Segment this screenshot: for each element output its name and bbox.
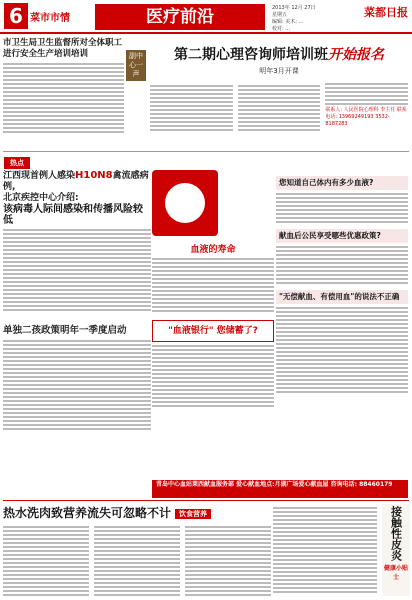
category-tag: 饮食营养 [175, 509, 211, 519]
story-dermatitis [273, 504, 377, 596]
story-body [3, 63, 124, 133]
section-divider [3, 151, 409, 152]
newspaper-logo: 菜都日报 [364, 6, 408, 19]
training-title-main: 第二期心理咨询师培训班 [174, 47, 328, 63]
question-3: "无偿献血、有偿用血"的说法不正确 [276, 290, 408, 304]
blood-drop-poster [152, 170, 218, 236]
date-block [272, 5, 316, 33]
story-h10n8 [3, 170, 151, 480]
masthead [0, 0, 412, 34]
question-2: 献血后公民享受哪些优惠政策? [276, 229, 408, 243]
section-banner: 医疗前沿 [95, 4, 265, 30]
story-body [3, 229, 151, 311]
story-psych-training [150, 44, 408, 150]
question-1: 您知道自己体内有多少血液? [276, 176, 408, 190]
story-headline: 市卫生局卫生监督所对全体职工进行安全生产培训培训 [3, 38, 123, 59]
story-safety-training [3, 38, 124, 150]
dermatitis-title: 接触性皮炎 [389, 506, 403, 561]
blood-bank-body [152, 345, 274, 407]
blood-donation-left [152, 170, 274, 480]
page-number: 6 [4, 3, 28, 29]
second-child-body [3, 340, 151, 430]
blood-life-body [152, 258, 274, 312]
blood-bank-box [152, 320, 274, 342]
editor-line: 编辑: 美术: ... [272, 19, 304, 25]
training-subtitle: 明年3月开课 [259, 67, 299, 75]
blood-life-title: 血液的寿命 [190, 245, 236, 255]
training-title-red: 开始报名 [328, 47, 384, 63]
contact-info: 联系人: 人民医院心理科 李主任 联系电话: 13969249193 3532-8187283 [325, 107, 407, 127]
blood-donation-right [276, 170, 408, 480]
training-body [150, 80, 408, 133]
proofreader-line: 校对: ... [272, 26, 291, 32]
hot-tag: 热点 [4, 157, 30, 169]
section-label: 菜市市情 [30, 13, 70, 24]
date-line: 2013年 12月 27日 [272, 5, 316, 11]
story-headline: 热水洗肉致营养流失可忽略不计 饮食营养 [3, 504, 271, 521]
story-headline-line3: 该病毒人际间感染和传播风险较低 [3, 204, 143, 226]
health-tip-column [382, 504, 410, 596]
side-badge: 副中心一声 [126, 50, 146, 81]
story-body [3, 521, 271, 598]
hotline-bar: 青岛中心血站莱西献血服务部 爱心献血地点:月湖广场爱心献血屋 咨询电话: 88460179 [152, 480, 408, 498]
weekday-line: 星期五 [272, 12, 288, 18]
bottom-divider [3, 500, 409, 501]
second-child-headline: 单独二孩政策明年一季度启动 [3, 325, 127, 336]
story-headline-line2: 北京疾控中心介绍: [3, 193, 79, 203]
training-headline [150, 44, 408, 64]
blood-drop-icon [165, 183, 205, 223]
health-tip-label: 健康小贴士 [383, 565, 408, 581]
blood-bank-question: "血液银行" 您储蓄了? [168, 326, 258, 336]
story-headline: 江西现首例人感染H10N8禽流感病例, [3, 170, 149, 192]
story-meat-washing [3, 504, 271, 596]
